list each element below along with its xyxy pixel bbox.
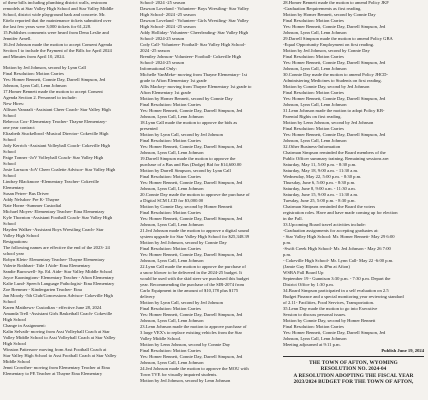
column-1-line: School	[3, 299, 16, 304]
column-1-line: the last few years were 3,000 tickets for 61,228.	[3, 24, 92, 29]
column-3-line: -Graduation Requirements as first reading.	[283, 6, 362, 11]
column-2-line: School- 2024 -25 season	[140, 0, 186, 5]
notice-heading-line: 2023/2024 BUDGET FOR THE TOWN OF AFTON,	[293, 379, 414, 386]
column-1-line: Nate Horne -Summer Custodial	[3, 203, 62, 208]
column-3-line: Final Resolution: Motion Carries	[283, 54, 344, 59]
column-1-line: Hayden Walker -Assistant Boys Wrestling Coach- Star	[3, 227, 104, 232]
column-1-line: school year	[3, 251, 25, 256]
column-1-line: The following names are effective the end of the 2023- 24	[3, 245, 110, 250]
column-1	[0, 0, 137, 400]
column-1-line: 15.Publishes comments were heard from Dena Leslie and	[3, 30, 109, 35]
column-2-line: year. Recommending the purchase of the SIR-2074 from	[140, 282, 245, 287]
column-1-line: Jenni Crowther- moving from Elementary Teacher at Etna	[3, 365, 110, 370]
column-1-line: Jan Moody -5th Club/Concessions Advisor- Cokeville High	[3, 293, 113, 298]
column-3-line: Yes: Homer Bennett, Connie Day, Darrell Simpson, Jed	[283, 24, 386, 29]
column-3-line: in the Fall.	[283, 216, 303, 221]
column-1-line: Eitelo reported that the maintenance tickets submitted over	[3, 18, 112, 23]
column-2-line: 18.Lynn Call made the motion to approve the bids as	[140, 120, 238, 125]
column-1-line: Zoe Brenmer - Kindergarten Teacher- Etna	[3, 287, 82, 292]
column-2-line: Johnson, Lynn Call, Lenn Johnson	[140, 222, 204, 227]
column-3-line: Chairman Simpson reminded the Board the voters	[283, 204, 376, 209]
column-2-line: Brentley Johnson- Volunteer- Football- Cokeville High	[140, 54, 242, 59]
column-2-line: Motion by Jed Johnson, second by Connie Day	[140, 240, 227, 245]
column-1-line: Rebecca Cox- Elementary Teacher- Thayne Elementary-	[3, 119, 107, 124]
column-3-line: Yes: Homer Bennett, Connie Day, Darrell Simpson, Jed	[283, 132, 386, 137]
column-1-line: School, district wide playground bark and concrete. Mr.	[3, 12, 106, 17]
column-3-line: p.m.	[283, 240, 292, 245]
column-1-line: Amanda Trell -Assistant Girls Basketball Coach- Cokeville	[3, 311, 113, 316]
column-2-line: 24.Jed Johnson made the motion to approve the MOU with	[140, 366, 249, 371]
column-1-line: and Minutes from April 10, 2024.	[3, 54, 65, 59]
column-3-line: Saturday, June 15, 9:00 a.m. - 11:30 a.m.	[283, 192, 359, 197]
column-3-line: 30.Connie Day made the motion to amend Policy JHCD-	[283, 72, 389, 77]
column-1-line: Lindsey Blackmore -Elementary Teacher- Cokeville	[3, 179, 99, 184]
column-2-line: Allis Mackey- moving from Thayne Elementary 1st grade to	[140, 84, 252, 89]
column-2-line: Dawson Loveland - Volunteer- Girls Wrestling- Star Valley	[140, 18, 249, 23]
column-3-line: Motion by Homer Bennett, second by Connie Day	[283, 12, 376, 17]
column-3-line: Saturday, May 11, 5:00 p.m. - 8:30 p.m.	[283, 162, 357, 167]
column-3-line: -Swift Creek High School- Mr. Jed Johnson - May 26 7:00	[283, 246, 391, 251]
column-2-line: 20.Connie Day made the motion to approve the purchase of	[140, 192, 250, 197]
column-3-line: WSBA Fall Board Up	[283, 270, 324, 275]
column-2-line: Cody Call- Volunteer- Football- Star Valley High School-	[140, 42, 246, 47]
notice-heading-line: A RESOLUTION ADOPTING THE FISCAL YEAR	[293, 372, 414, 379]
column-3-line: p.m.	[283, 252, 292, 257]
column-1-line: New Hires:	[3, 101, 25, 106]
column-2-line: Yes: Homer Bennett, Connie Day, Darrell Simpson, Jed	[140, 354, 243, 359]
column-1-line: Star Valley High School to Asst Football Coach at Star Valley	[3, 353, 117, 358]
column-1-line: Resignations:	[3, 239, 29, 244]
column-2-line: Motion by Darrell Simpson, second by Lynn Call	[140, 168, 231, 173]
column-3-line: - Star Valley High School: Mr. Homer Bennett- May 29 6:00	[283, 234, 395, 239]
column-2-line: Afton Elementary 1st grade	[140, 90, 191, 95]
column-2-line: Johnson, Lynn Call, Lenn Johnson	[140, 258, 204, 263]
column-1-line: School	[3, 173, 16, 178]
column-3-line: 32.Other Business-Information	[283, 144, 341, 149]
column-3-line: Parental Rights on first reading.	[283, 114, 342, 119]
column-1-line: School	[3, 113, 16, 118]
column-3-line: September 19 - Gunnison 3:30 p.m. - 7:30 p.m. Depart the	[283, 276, 391, 281]
column-3	[280, 0, 428, 400]
column-1-line: Sandie Burrowell- Sp. Ed. Aide- Star Valley Middle School	[3, 269, 113, 274]
column-3-line: -Graduation assignments for accepting graduates at:	[283, 228, 379, 233]
column-2-line: a Digital SCM LCD for $3,000.00	[140, 198, 204, 203]
column-2-line: Yes: Homer Bennett, Connie Day, Darrell Simpson, Jed	[140, 216, 243, 221]
column-1-line: 17.Homer Bennett made the motion to accept Consent	[3, 89, 103, 94]
column-3-line: 31.Lenn Johnson made the motion to adopt Policy KB-	[283, 108, 385, 113]
notice-heading-line: RESOLUTION NO. 2024-04	[320, 366, 387, 373]
column-3-line: Motion by Lenn Johnson, second by Jed Johnson	[283, 120, 374, 125]
column-3-line: (Jamie Guy Elberts is 4Pm at Afton)	[283, 264, 350, 269]
column-2-line: Final Resolution: Motion Carries	[140, 306, 201, 311]
column-2-line: Yes: Homer Bennett, Connie Day, Darrell Simpson, Jed	[140, 180, 243, 185]
column-2-line: Yes: Homer Bennett, Connie Day, Darrell Simpson, Jed	[140, 252, 243, 257]
column-1-line: Yes: Homer Bennett, Connie Day, Darrell Simpson, Jed	[3, 77, 106, 82]
column-3-line: Budget Finance and a special monitoring year reviewing standard	[283, 294, 404, 299]
column-3-line: Tuesday, June 25, 5:00 p.m. - 8:30 p.m.	[283, 198, 356, 203]
column-3-line: Final Resolution: Motion Carries	[283, 18, 344, 23]
column-1-line: Middle School	[3, 359, 31, 364]
column-1-line: Paige Tonner -JoV Volleyball Coach- Star Valley High	[3, 155, 104, 160]
column-3-line: Yes: Homer Bennett, Connie Day, Darrell Simpson, Jed	[283, 96, 386, 101]
column-3-line: 28.Homer Bennett made the motion to amend Policy JKF	[283, 0, 389, 5]
column-2-line: High School- 2024 -25 season	[140, 24, 196, 29]
column-2-line: Carlo Equipment in the amount of $10,178 plus $175	[140, 288, 239, 293]
column-2-line: Final Resolution: Motion Carries	[140, 138, 201, 143]
column-2-line: Final Resolution: Motion Carries	[140, 210, 201, 215]
column-2-line: Motion by Connie Day, second by Homer Bennett	[140, 204, 233, 209]
column-3-line: 35.Lenn Day made the motion to go into Executive	[283, 306, 378, 311]
column-2-line: Johnson, Lynn Call, Lenn Johnson	[140, 186, 204, 191]
column-3-line: Johnson, Lynn Call, Lenn Johnson	[283, 30, 347, 35]
column-2-line: system upgrade for Star Valley High School for $25,348.39	[140, 234, 250, 239]
column-3-line: Johnson, Lynn Call, Lenn Johnson	[283, 138, 347, 143]
column-2-line: Motion by Jed Johnson, second by Lenn Johnson	[140, 378, 231, 383]
column-3-line: Session to discuss personal issues.	[283, 312, 347, 317]
column-2-line: Michelle VanMeke- moving from Thayne Elementary- 1st	[140, 72, 247, 77]
column-3-line: Administering Medicines to Students on first reading.	[283, 78, 382, 83]
column-1-line: Addy Nelsdon- Pre K- Thayne	[3, 197, 60, 202]
column-1-line: Allison Vanraalt -Assistant Cheer Coach- Star Valley High	[3, 107, 111, 112]
column-1-line: Elementary	[3, 185, 25, 190]
column-1-line: Agenda Section 2. Personnel to include:	[3, 95, 77, 100]
column-2-line: High School- 2024 -25 season	[140, 12, 196, 17]
column-1-line: Valley High School	[3, 233, 39, 238]
column-2-line: 23.Lenn Johnson made the motion to approve purchase of	[140, 324, 247, 329]
column-1-line: Johnson, Lynn Call, Lenn Johnson	[3, 83, 67, 88]
column-2-line: Final Resolution: Motion Carries	[140, 348, 201, 353]
column-3-line: Motion by Connie Day, second by Homer Bennett	[283, 318, 376, 323]
column-3-line: registration roles. Have and have made coming up for election	[283, 210, 398, 215]
column-2-line: Johnson, Lynn Call, Lenn Johnson	[140, 360, 204, 365]
column-3-line: Final Resolution: Motion Carries	[283, 126, 344, 131]
column-2-line: School- 2024-25 season	[140, 60, 185, 65]
column-2-line: Informational Only:	[140, 66, 177, 71]
column-3-line: Yes: Homer Bennett, Connie Day, Darrell Simpson, Jed	[283, 60, 386, 65]
column-3-line: Chairman Simpson reminded the Board members of the	[283, 150, 386, 155]
column-3-line: Public Officer summary training. Remaining sessions are:	[283, 156, 390, 161]
column-2-line: presented	[140, 126, 158, 131]
column-1-line: High School	[3, 341, 27, 346]
column-2-line: Addy Holliday- Volunteer- Cheerleading- Star Valley High	[140, 30, 249, 35]
notice-heading-line: THE TOWN OF AFTON, WYOMING	[309, 360, 398, 366]
publish-note: Publish June 19, 2024	[381, 348, 424, 353]
column-2-line: Motion by Lynn Call, second by Jed Johnson	[140, 300, 223, 305]
column-1-line: School	[3, 221, 16, 226]
column-1-line: Jennifer Arnell.	[3, 36, 32, 41]
column-2-line: grade to Afton Elementary 1st grade	[140, 78, 207, 83]
column-3-line: 34.Board Simpson participated in a self evaluation on 2.5	[283, 288, 389, 293]
column-3-line: 29.Darrell Simpson made the motion to amend Policy GBA	[283, 36, 393, 41]
column-1-line: Section I to include the Payment of the Bills for April 2024	[3, 48, 112, 53]
column-1-line: remodels at Star Valley High School and Star Valley Middle	[3, 6, 114, 11]
column-2-line: Town TVE for visually impaired students.	[140, 372, 218, 377]
column-1-line: 16.Jed Johnson made the motion to accept Consent Agenda	[3, 42, 113, 47]
column-1-line: Jody Kerrich -Assistant Volleyball Coach- Cokeville High	[3, 143, 111, 148]
column-2-line: Final Resolution: Motion Carries	[140, 102, 201, 107]
column-3-line: 33.Upcoming Board travel activities include:	[283, 222, 366, 227]
column-1-line: one year contract	[3, 125, 35, 130]
column-3-line: Yes: Homer Bennett, Connie Day, Darrell Simpson, Jed	[283, 330, 386, 335]
column-1-line: Valerie Rothbart- Title I Aide- Etna Elementary	[3, 263, 91, 268]
column-2-line: 21.Jed Johnson made the motion to approve a digital sound	[140, 228, 249, 233]
column-2-line: Final Resolution: Motion Carries	[140, 246, 201, 251]
column-1-line: Karen Matthews- Custodian - effective June 28, 2024	[3, 305, 102, 310]
column-1-line: Final Resolution: Motion Carries	[3, 71, 64, 76]
column-2-line: Johnson, Lynn Call, Lenn Johnson	[140, 114, 204, 119]
column-3-text	[283, 0, 424, 348]
column-2-line: Final Resolution: Motion Carries	[140, 174, 201, 179]
column-1-line: School	[3, 161, 16, 166]
column-2-line: Yes: Homer Bennett, Connie Day, Darrell Simpson, Jed	[140, 108, 243, 113]
column-1-line: High School	[3, 317, 27, 322]
column-2-line: Motion by Lynn Call, second by Jed Johnson	[140, 132, 223, 137]
column-2-line: Johnson, Lynn Call, Lenn Johnson	[140, 318, 204, 323]
column-3-line: -Equal Opportunity Employment on first reading.	[283, 42, 375, 47]
column-1-line: Elizabeth Stuckelbrod -Musical Director- Cokeville High	[3, 131, 109, 136]
column-3-line: of 2.11- Facilities, Food Services, Transportation.	[283, 300, 375, 305]
column-3-line: Final Resolution: Motion Carries	[283, 324, 344, 329]
column-2-line: 19.Darrell Simpson made the motion to approve the	[140, 156, 236, 161]
column-1-line: Winston Patterson- moving from Asst Football Coach at	[3, 347, 107, 352]
column-2-line: would be used with the skid steer we purchased this budget	[140, 276, 249, 281]
column-1-line: Kalin Selvaih- moving from Asst Volleyball Coach at Star	[3, 329, 110, 334]
column-1-line: Michael Moyes- Elementary Teacher- Etna Elementary	[3, 209, 105, 214]
column-1-line: Joyce Kaoningtons- Elementary Teacher - Afton Elementary	[3, 275, 115, 280]
column-3-line: District Office by 1:30 p.m.	[283, 282, 334, 287]
column-3-line: Johnson, Lynn Call, Lenn Johnson	[283, 66, 347, 71]
column-3-line: Johnson, Lynn Call, Lenn Johnson	[283, 102, 347, 107]
column-2-line: Johnson, Lynn Call, Lenn Johnson	[140, 150, 204, 155]
column-3-line: Meeting adjourned at 9:11 p.m.	[283, 342, 341, 347]
column-2-line: 2024 -25 season	[140, 48, 170, 53]
column-1-line: Motion by Jed Johnson, second by Lynn Call	[3, 65, 86, 70]
column-1-line: Josie Larsson -JoV Cheer Coalette Advisor- Star Valley High	[3, 167, 116, 172]
column-3-line: - Cokeville High School- Mr. Lynn Call- May 22 -6:00 p.m.	[283, 258, 394, 263]
column-1-line: Elementary to PE Teacher at Thayne Etna Elementary	[3, 371, 103, 376]
notice-rule	[283, 356, 424, 357]
column-3-line: Thursday, June 6, 5:00 p.m. - 8:30 p.m.	[283, 180, 356, 185]
column-2-line: Dawson Loveland - Volunteer- Boys Wrestling- Star Valley	[140, 6, 249, 11]
column-2-line: Yes: Homer Bennett, Connie Day, Darrell Simpson, Jed	[140, 144, 243, 149]
column-1-line: School	[3, 149, 16, 154]
column-2-line: 22.Lynn Call made the motion to approve the purchase of	[140, 264, 246, 269]
column-2-line: delivery	[140, 294, 156, 299]
column-3-line: Johnson, Lynn Call, Lenn Johnson	[283, 336, 347, 341]
column-2-line: a snow blower to be delivered in the 2024-25 budget. It	[140, 270, 242, 275]
column-1-line: Robyn Klein- Elementary Teacher- Thayne Elementary	[3, 257, 105, 262]
column-2-line: 3 large VEX's to replace existing vehicles from the Star	[140, 330, 243, 335]
column-2-line: School- 2024-25 season	[140, 36, 185, 41]
column-1-line: School	[3, 137, 16, 142]
column-2	[137, 0, 280, 400]
column-2-line: Yes: Homer Bennett, Connie Day, Darrell Simpson, Jed	[140, 312, 243, 317]
column-2-line: Valley Middle School.	[140, 336, 182, 341]
column-2-line: purchase of a Bus and Bus (Dodge) Bid for $14,600.00	[140, 162, 242, 167]
column-3-line: Saturday, May 18, 9:00 a.m. - 11:30 a.m.	[283, 168, 359, 173]
column-3-line: Motion by Jed Johnson, second by Connie Day	[283, 48, 370, 53]
column-1-line: Kyle Thornton -Assistant Football Coach- Star Valley High	[3, 215, 113, 220]
column-3-line: Motion by Connie Day, second by Jed Johnson	[283, 84, 370, 89]
notice-heading	[283, 360, 424, 386]
column-3-line: Final Resolution: Motion Carries	[283, 90, 344, 95]
column-1-line: of these bills including plumbing district walls, restroom	[3, 0, 108, 5]
column-1-line: Susan Petrer- Bus Driver	[3, 191, 49, 196]
column-1-line: Kalie Lund- Speech Language Pathologist- Etna Elementary	[3, 281, 115, 286]
column-2-line: Motion by Lenn Johnson, second by Connie Day	[140, 342, 231, 347]
column-1-line: Valley Middle School to Asst Volleyball Coach at Star Valley	[3, 335, 116, 340]
column-3-line: Saturday, June 8, 9:00 a.m. - 11:30 a.m.	[283, 186, 356, 191]
column-1-line: Change in Assignment:	[3, 323, 46, 328]
column-3-line: Wednesday, May 22, 5:00 p.m. - 8:30 p.m.	[283, 174, 362, 179]
column-2-line: Motion by Homer Bennett, second by Connie Day	[140, 96, 233, 101]
